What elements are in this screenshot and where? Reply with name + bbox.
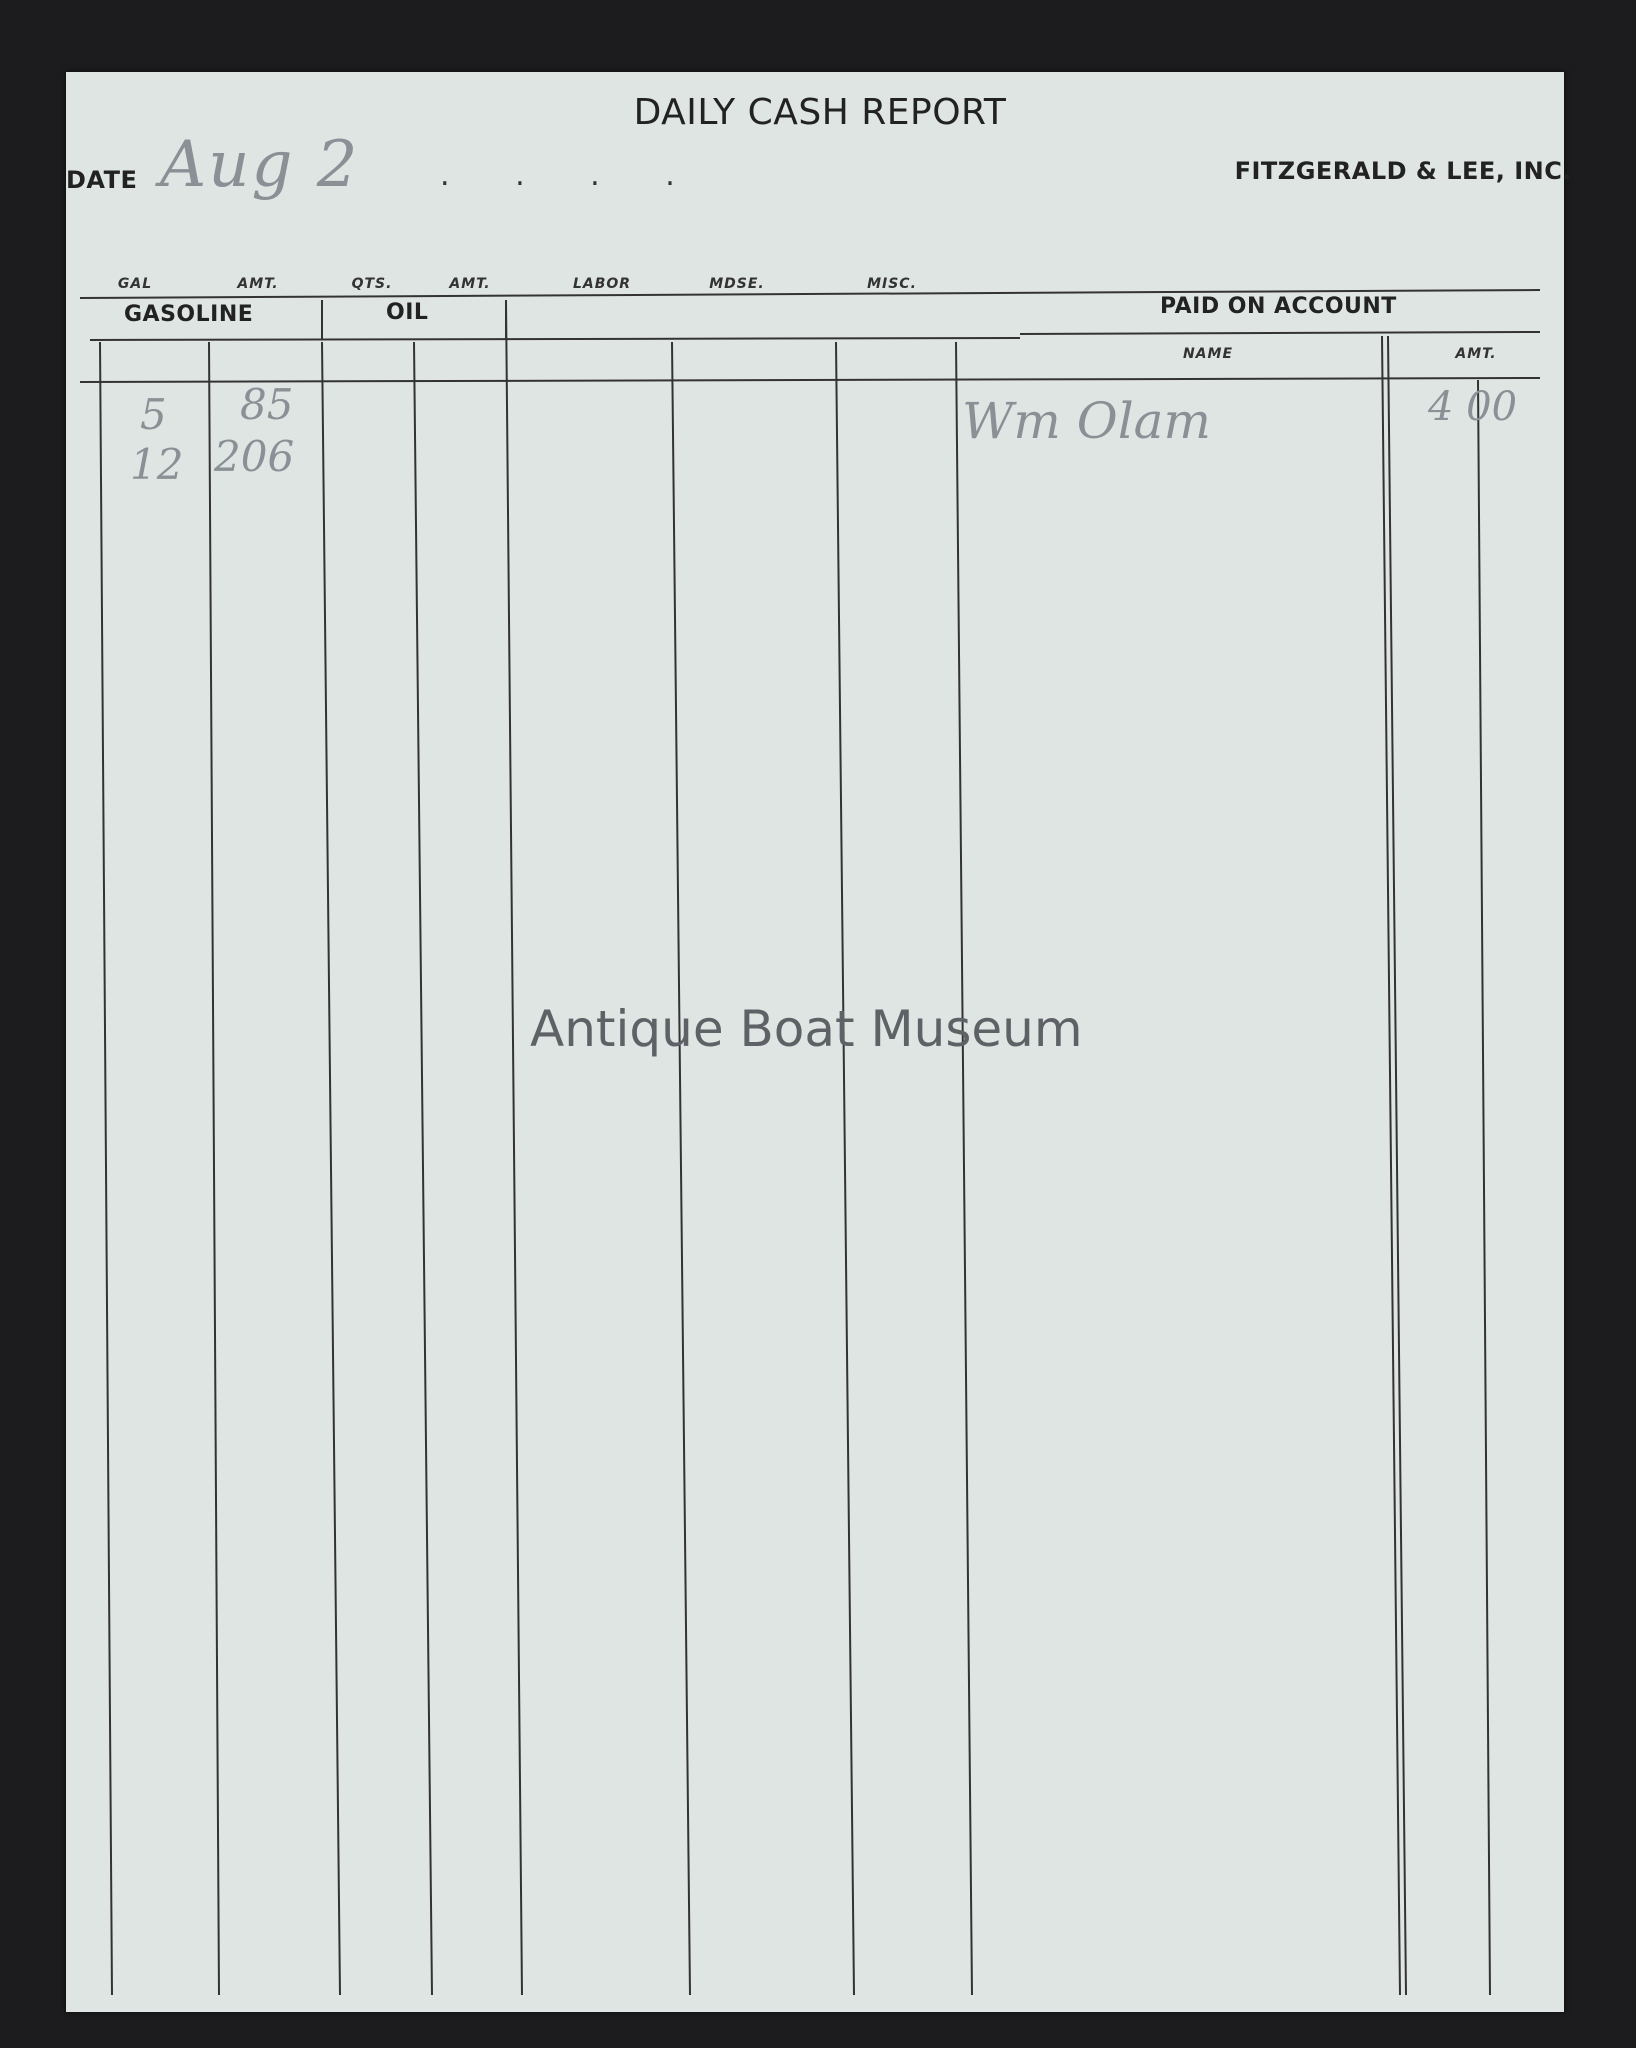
company-name: FITZGERALD & LEE, INC.: [1234, 157, 1572, 185]
col-mdse: MDSE.: [709, 276, 765, 292]
report-title: DAILY CASH REPORT: [633, 92, 1007, 133]
hw-row2-amt: 206: [214, 432, 295, 481]
col-name: NAME: [1182, 346, 1234, 362]
paid-on-account-heading: PAID ON ACCOUNT: [1160, 294, 1397, 319]
oil-heading: OIL: [386, 300, 429, 325]
museum-watermark: Antique Boat Museum: [530, 1000, 1083, 1058]
gasoline-heading: GASOLINE: [124, 302, 254, 327]
col-labor: LABOR: [572, 276, 632, 292]
col-paid-amt: AMT.: [1455, 346, 1497, 362]
hw-paid-name: Wm Olam: [962, 392, 1211, 450]
col-oil-amt: AMT.: [449, 276, 491, 292]
hw-row1-gal: 5: [140, 390, 167, 439]
hw-paid-amt: 4 00: [1428, 384, 1518, 430]
col-gal: GAL: [117, 276, 153, 292]
col-misc: MISC.: [867, 276, 917, 292]
col-qts: QTS.: [351, 276, 393, 292]
date-label: DATE: [66, 166, 138, 194]
date-handwriting: Aug 2: [160, 128, 360, 202]
date-dots: . . . .: [440, 158, 703, 193]
col-gas-amt: AMT.: [237, 276, 279, 292]
hw-row1-amt: 85: [240, 380, 294, 429]
hw-row2-gal: 12: [130, 440, 184, 489]
